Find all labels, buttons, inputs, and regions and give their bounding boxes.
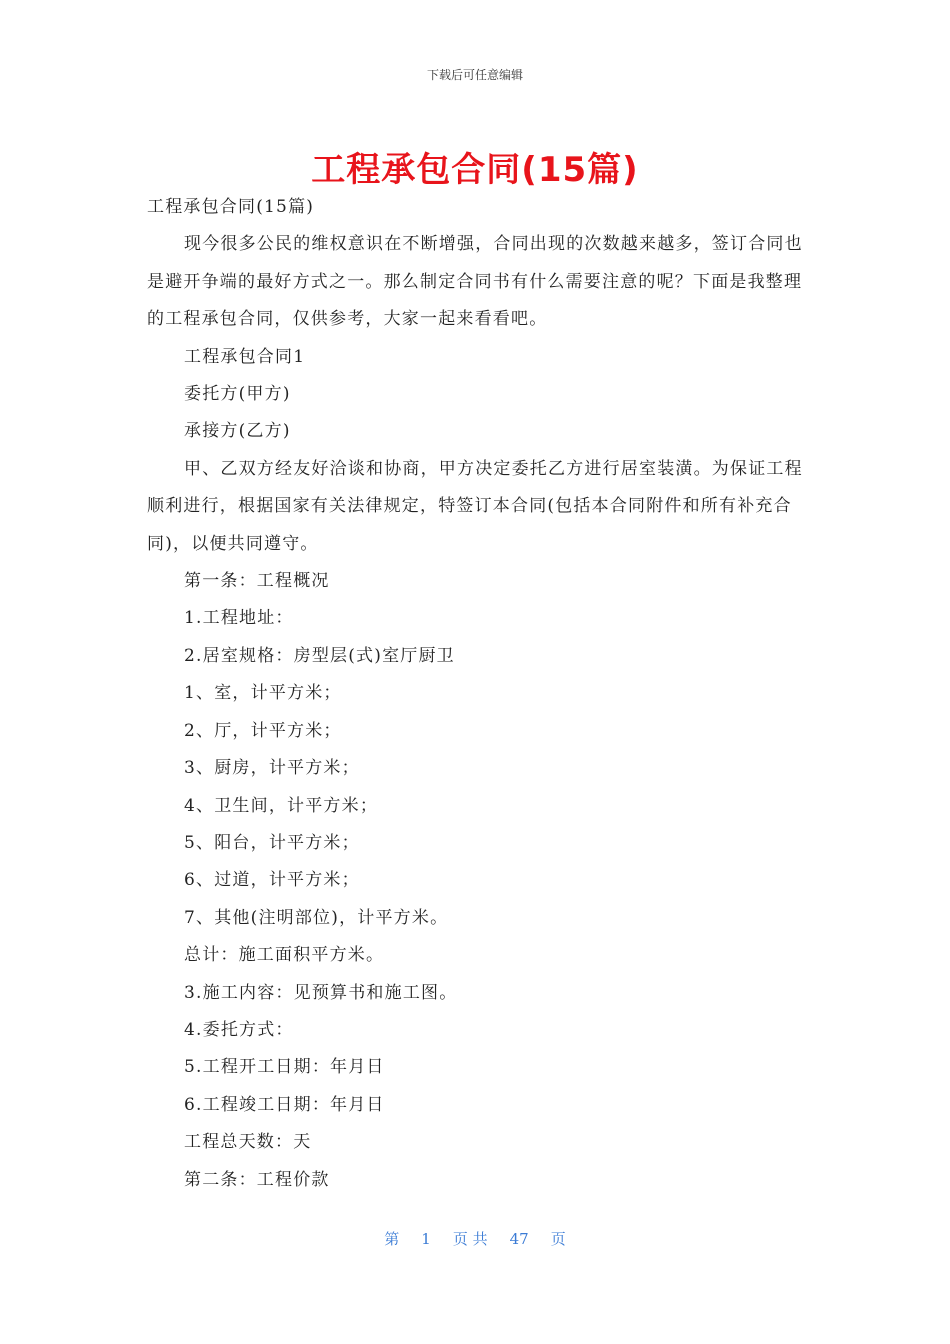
document-title: 工程承包合同(15篇) [311, 150, 639, 190]
paragraph: 2.居室规格：房型层(式)室厅厨卫 [184, 645, 455, 666]
paragraph: 7、其他(注明部位)，计平方米。 [184, 907, 449, 928]
paragraph: 承接方(乙方) [184, 421, 291, 442]
paragraph: 工程承包合同(15篇) [147, 197, 315, 217]
paragraph: 5、阳台，计平方米； [184, 832, 360, 853]
paragraph: 5.工程开工日期：年月日 [184, 1057, 385, 1078]
footer-prefix: 第 [384, 1230, 400, 1248]
paragraph: 4、卫生间，计平方米； [184, 795, 379, 816]
paragraph: 6.工程竣工日期：年月日 [184, 1094, 385, 1115]
paragraph: 第一条：工程概况 [184, 571, 330, 592]
paragraph: 委托方(甲方) [184, 384, 291, 405]
paragraph: 4.委托方式： [184, 1019, 294, 1040]
paragraph: 1、室，计平方米； [184, 683, 342, 704]
document-body [147, 189, 807, 1199]
paragraph: 3.施工内容：见预算书和施工图。 [184, 982, 458, 1003]
footer-suffix: 页 [550, 1230, 566, 1248]
current-page-number: 1 [421, 1230, 431, 1248]
paragraph: 3、厨房，计平方米； [184, 758, 360, 779]
paragraph: 第二条：工程价款 [184, 1169, 330, 1190]
paragraph: 工程总天数：天 [184, 1132, 312, 1153]
paragraph: 工程承包合同1 [184, 346, 306, 367]
paragraph: 1.工程地址： [184, 608, 294, 629]
paragraph: 总计：施工面积平方米。 [184, 945, 385, 966]
total-page-count: 47 [509, 1230, 529, 1248]
paragraph: 甲、乙双方经友好洽谈和协商，甲方决定委托乙方进行居室装潢。为保证工程顺利进行，根据国家有关法律规定，特签订本合同(包括本合同附件和所有补充合同)，以便共同遵守。 [147, 458, 803, 554]
page-header: 下载后可任意编辑 [426, 68, 523, 82]
paragraph: 2、厅，计平方米； [184, 720, 342, 741]
footer-middle: 页 共 [452, 1230, 488, 1248]
page-footer [0, 1228, 950, 1249]
paragraph: 现今很多公民的维权意识在不断增强，合同出现的次数越来越多，签订合同也是避开争端的最好方式之一。那么制定合同书有什么需要注意的呢？下面是我整理的工程承包合同，仅供参考，大家一起来看看吧。 [147, 234, 803, 330]
paragraph: 6、过道，计平方米； [184, 870, 360, 891]
